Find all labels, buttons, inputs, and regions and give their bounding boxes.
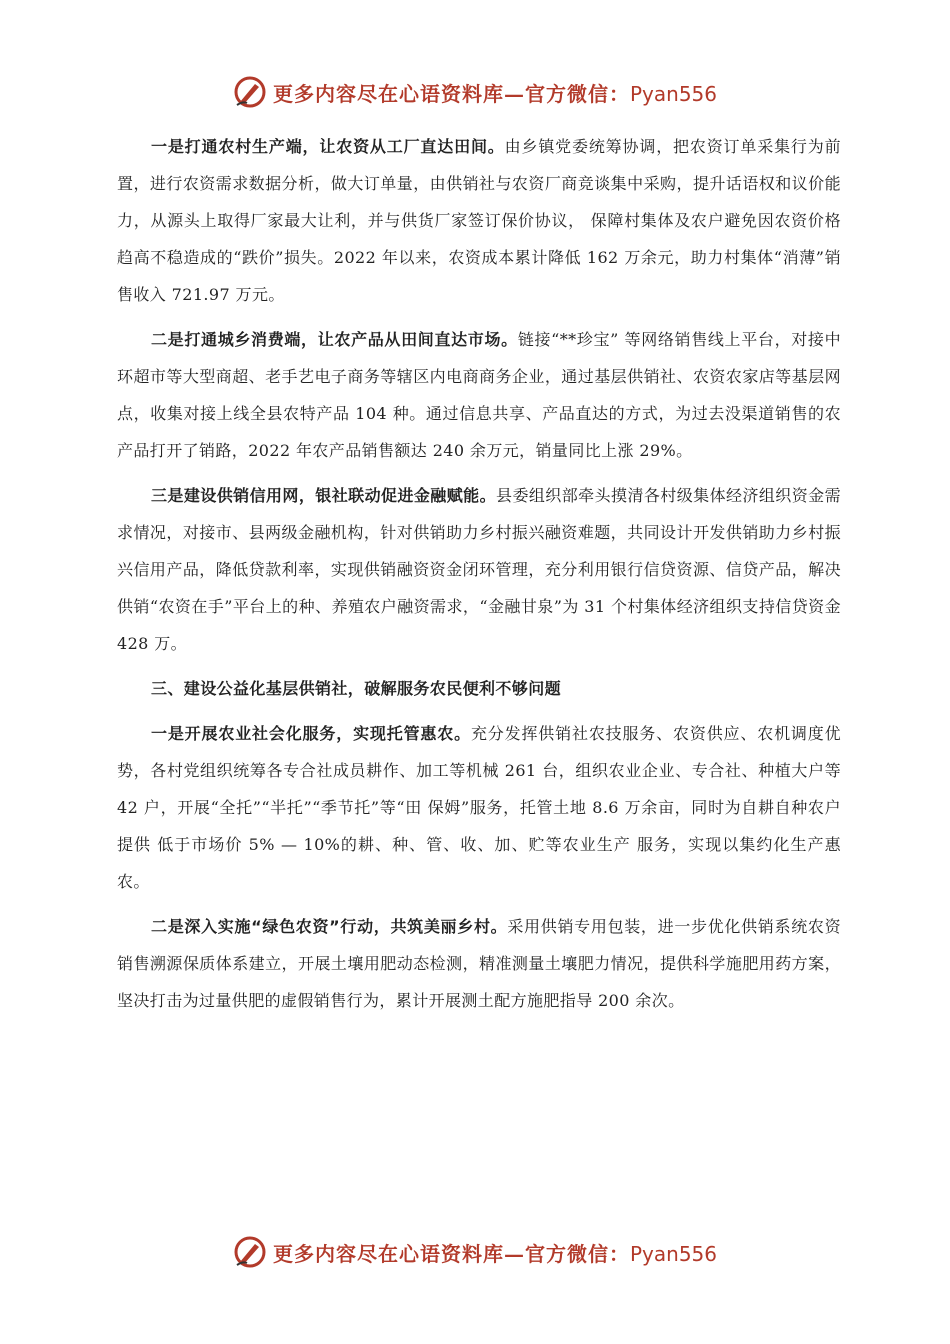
paragraph-text: 链接“**珍宝” 等网络销售线上平台，对接中环超市等大型商超、老手艺电子商务等辖区内电商商务企业，通过基层供销社、农资农家店等基层网点，收集对接上线全县农特产品 104 种。通过信息共享、产品直达的方式，为过去没渠道销售的农产品打开了销路，2022 年农产品销售额达 240 余万元，销量同比上涨 29%。: [117, 330, 841, 460]
footer-banner-text: [273, 1238, 717, 1267]
paragraph-lead: 一是开展农业社会化服务，实现托管惠农。: [151, 724, 471, 743]
paragraph-text: 由乡镇党委统筹协调，把农资订单采集行为前置，进行农资需求数据分析，做大订单量，由供销社与农资厂商竞谈集中采购，提升话语权和议价能力，从源头上取得厂家最大让利，并与供货厂家签订保价协议， 保障村集体及农户避免因农资价格趋高不稳造成的“跌价”损失。2022 年以来，农资成本累计降低 162 万余元，助力村集体“消薄”销售收入 721.97 万元。: [117, 137, 841, 304]
paragraph-credit: [117, 477, 841, 662]
header-banner-label: 更多内容尽在心语资料库—官方微信：: [272, 81, 630, 106]
paragraph-text: 县委组织部牵头摸清各村级集体经济组织资金需求情况，对接市、县两级金融机构，针对供销助力乡村振兴融资难题，共同设计开发供销助力乡村振兴信用产品，降低贷款利率，实现供销融资资金闭环管理，充分利用银行信贷资源、信贷产品，解决供销“农资在手”平台上的种、养殖农户融资需求，“金融甘泉”为 31 个村集体经济组织支持信贷资金 428 万。: [117, 486, 841, 653]
paragraph-text: 充分发挥供销社农技服务、农资供应、农机调度优势，各村党组织统筹各专合社成员耕作、加工等机械 261 台，组织农业企业、专合社、种植大户等 42 户，开展“全托”“半托”“季节托”等“田 保姆”服务，托管土地 8.6 万余亩，同时为自耕自种农户提供 低于市场价 5% — 10%的耕、种、管、收、加、贮等农业生产 服务，实现以集约化生产惠农。: [117, 724, 841, 891]
header-banner: [0, 72, 950, 112]
paragraph-lead: 二是深入实施“绿色农资”行动，共筑美丽乡村。: [151, 917, 508, 936]
paragraph-production: [117, 128, 841, 313]
paragraph-text: 采用供销专用包装，进一步优化供销系统农资销售溯源保质体系建立，开展土壤用肥动态检测，精准测量土壤肥力情况，提供科学施肥用药方案，坚决打击为过量供肥的虚假销售行为，累计开展测土配方施肥指导 200 余次。: [117, 917, 841, 1010]
header-banner-handle: Pyan556: [629, 81, 717, 106]
paragraph-service: [117, 715, 841, 900]
footer-banner-handle: Pyan556: [629, 1241, 717, 1266]
paragraph-green: [117, 908, 841, 1019]
footer-banner-label: 更多内容尽在心语资料库—官方微信：: [272, 1241, 630, 1266]
document-body: [117, 128, 841, 1027]
header-banner-text: [273, 78, 717, 107]
pen-logo-icon: [233, 75, 267, 109]
pen-logo-icon: [233, 1235, 267, 1269]
section-heading: 三、建设公益化基层供销社，破解服务农民便利不够问题: [151, 679, 562, 698]
paragraph-consumption: [117, 321, 841, 469]
paragraph-lead: 二是打通城乡消费端，让农产品从田间直达市场。: [151, 330, 518, 349]
footer-banner: [0, 1232, 950, 1272]
paragraph-lead: 一是打通农村生产端，让农资从工厂直达田间。: [151, 137, 505, 156]
paragraph-lead: 三是建设供销信用网，银社联动促进金融赋能。: [151, 486, 497, 505]
